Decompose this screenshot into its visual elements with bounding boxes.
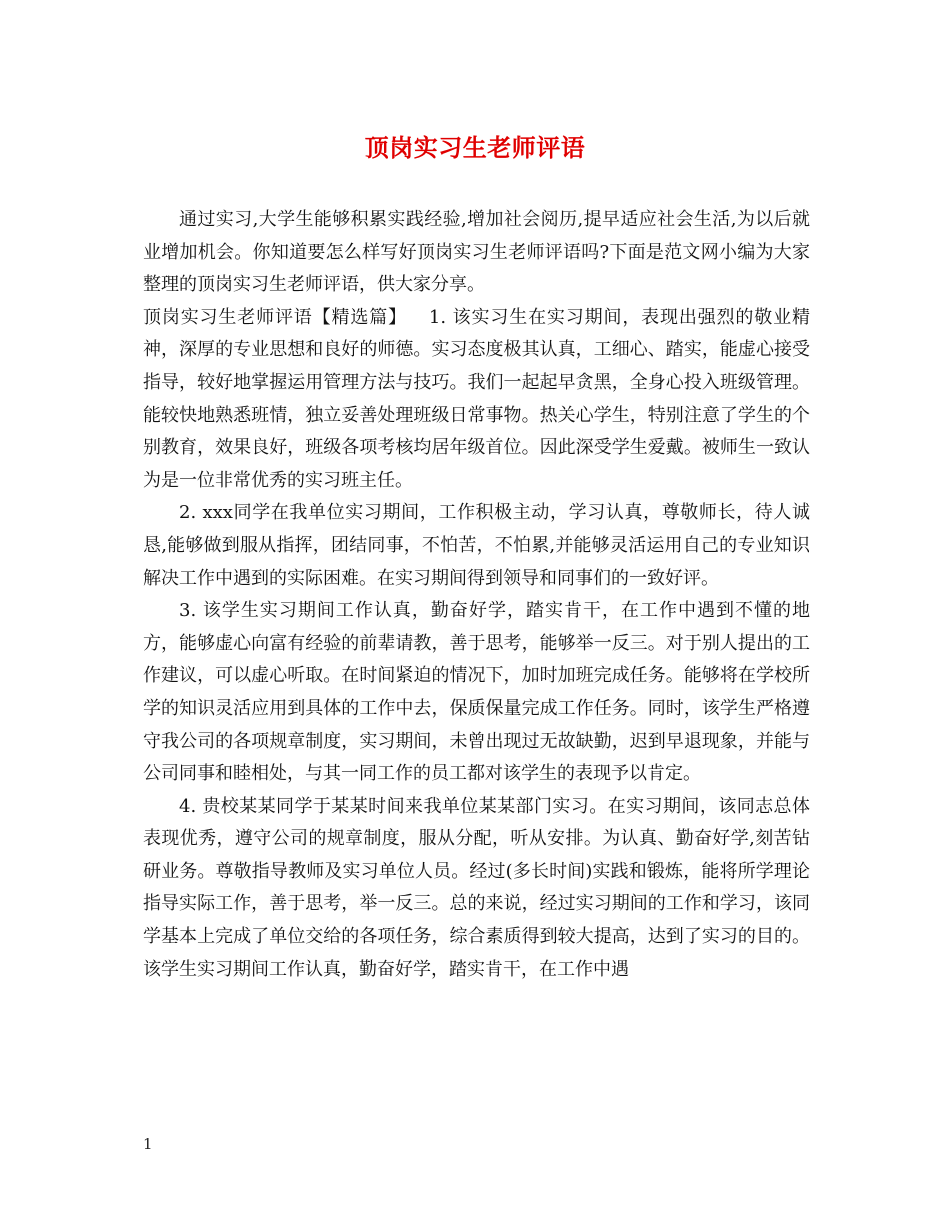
comment-item-4: 4. 贵校某某同学于某某时间来我单位某某部门实习。在实习期间，该同志总体表现优秀，遵守公司的规章制度，服从分配，听从安排。为认真、勤奋好学,刻苦钻研业务。尊敬指导教师及实习单位人员。经过(多长时间)实践和锻炼，能将所学理论指导实际工作，善于思考，举一反三。总的来说，经过实习期间的工作和学习，该同学基本上完成了单位交给的各项任务，综合素质得到较大提高，达到了实习的目的。该学生实习期间工作认真，勤奋好学，踏实肯干，在工作中遇 <box>143 795 810 980</box>
comment-item-1: 1. 该实习生在实习期间，表现出强烈的敬业精神，深厚的专业思想和良好的师德。实习态度极其认真，工细心、踏实，能虚心接受指导，较好地掌握运用管理方法与技巧。我们一起起早贪黑，全身心投入班级管理。能较快地熟悉班情，独立妥善处理班级日常事物。热关心学生，特别注意了学生的个别教育，效果良好，班级各项考核均居年级首位。因此深受学生爱戴。被师生一致认为是一位非常优秀的实习班主任。 <box>143 306 810 491</box>
comment-item-2: 2. xxx同学在我单位实习期间，工作积极主动，学习认真，尊敬师长，待人诚恳,能够做到服从指挥，团结同事，不怕苦，不怕累,并能够灵活运用自己的专业知识解决工作中遇到的实际困难。在实习期间得到领导和同事们的一致好评。 <box>143 502 810 589</box>
document-title: 顶岗实习生老师评语 <box>364 133 586 162</box>
section-paragraph <box>143 302 810 498</box>
intro-paragraph: 通过实习,大学生能够积累实践经验,增加社会阅历,提早适应社会生活,为以后就业增加机会。你知道要怎么样写好顶岗实习生老师评语吗?下面是范文网小编为大家整理的顶岗实习生老师评语，供大家分享。 <box>143 209 810 296</box>
document-body <box>143 204 810 986</box>
comment-item-3: 3. 该学生实习期间工作认真，勤奋好学，踏实肯干，在工作中遇到不懂的地方，能够虚心向富有经验的前辈请教，善于思考，能够举一反三。对于别人提出的工作建议，可以虚心听取。在时间紧迫的情况下，加时加班完成任务。能够将在学校所学的知识灵活应用到具体的工作中去，保质保量完成工作任务。同时，该学生严格遵守我公司的各项规章制度，实习期间，未曾出现过无故缺勤，迟到早退现象，并能与公司同事和睦相处，与其一同工作的员工都对该学生的表现予以肯定。 <box>143 600 810 785</box>
section-heading: 顶岗实习生老师评语【精选篇】 <box>143 306 407 328</box>
page-number: 1 <box>143 1135 153 1153</box>
